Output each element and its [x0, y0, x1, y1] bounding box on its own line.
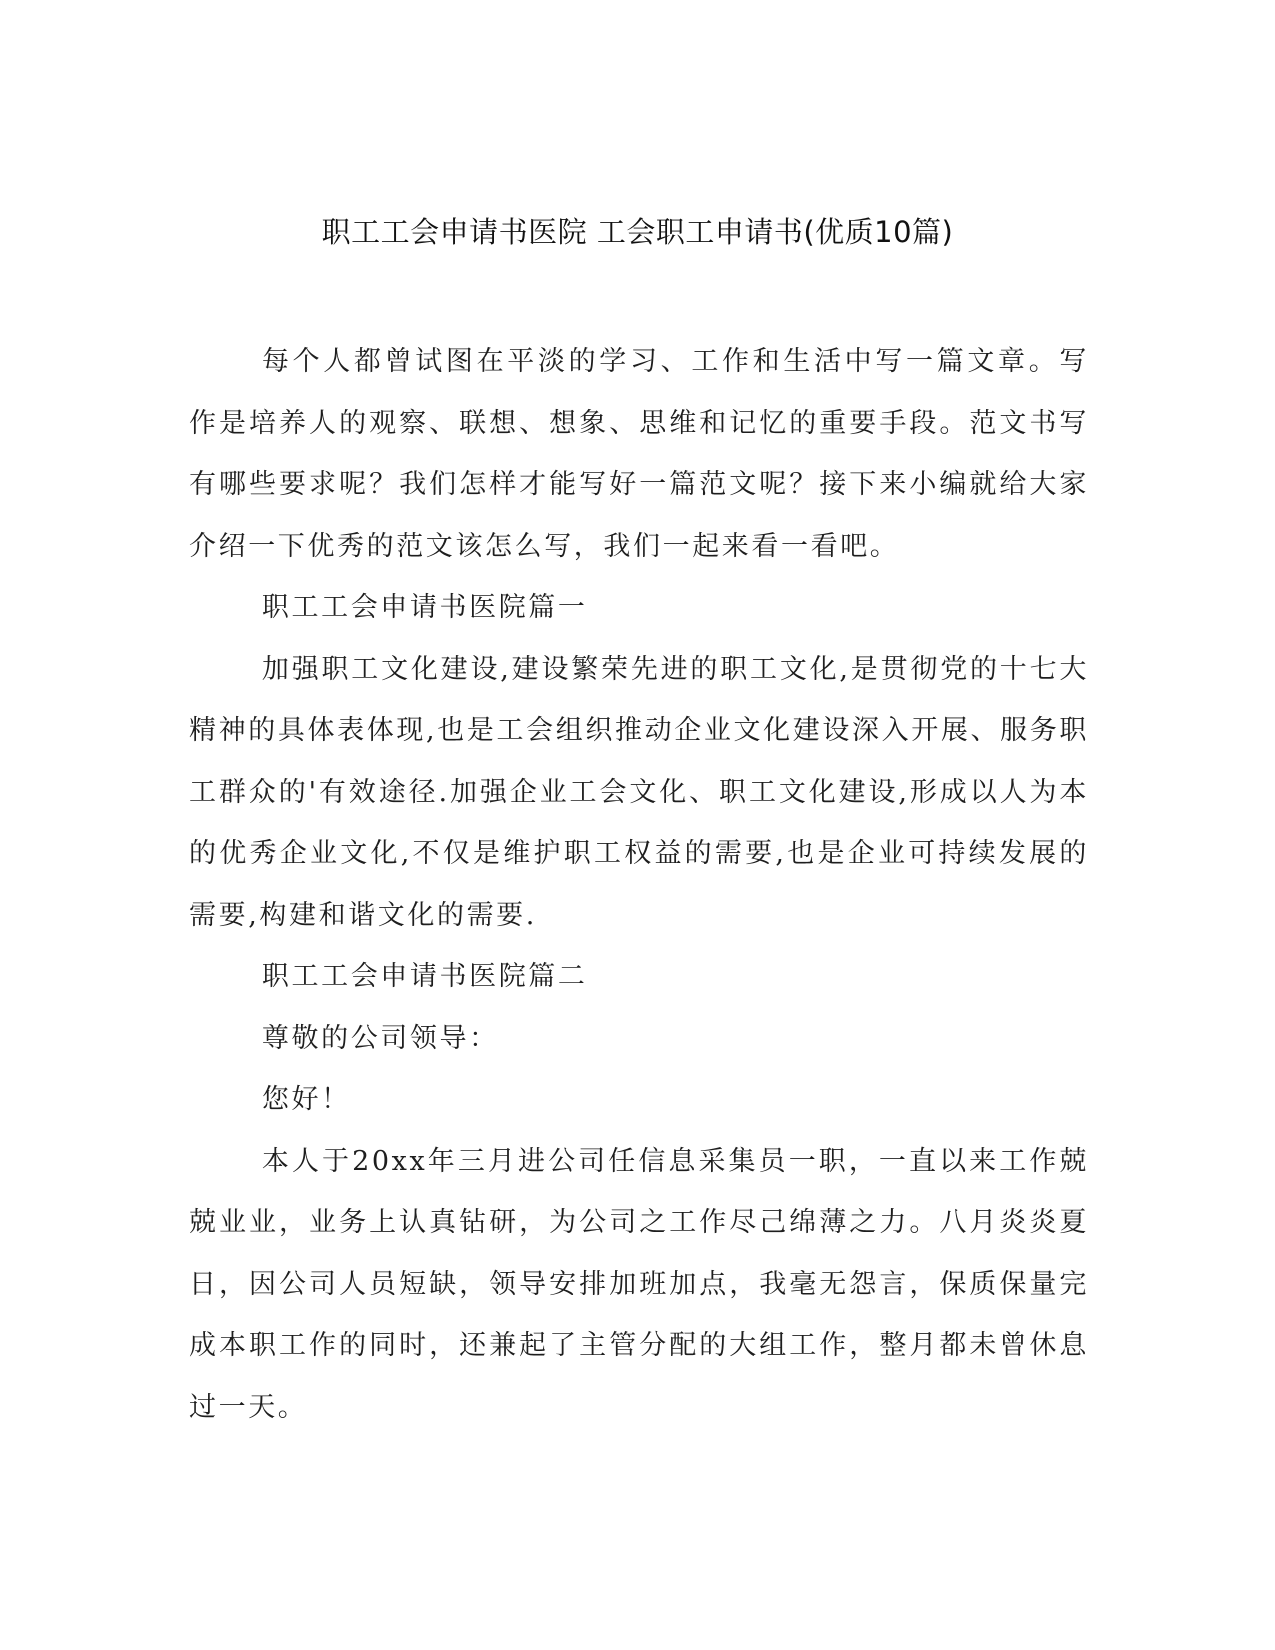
letter-greeting: 您好！ — [261, 1084, 351, 1115]
letter-body-paragraph: 本人于20xx年三月进公司任信息采集员一职，一直以来工作兢兢业业，业务上认真钻研，为公司之工作尽己绵薄之力。八月炎炎夏日，因公司人员短缺，领导安排加班加点，我毫无怨言，保质保量完成本职工作的同时，还兼起了主管分配的大组工作，整月都未曾休息过一天。 — [189, 1145, 1089, 1423]
document-title: 职工工会申请书医院 工会职工申请书(优质10篇) — [321, 215, 954, 249]
letter-salutation: 尊敬的公司领导： — [261, 1022, 499, 1054]
section-heading-2: 职工工会申请书医院篇二 — [261, 961, 588, 992]
intro-paragraph: 每个人都曾试图在平淡的学习、工作和生活中写一篇文章。写作是培养人的观察、联想、想象、思维和记忆的重要手段。范文书写有哪些要求呢？我们怎样才能写好一篇范文呢？接下来小编就给大家介绍一下优秀的范文该怎么写，我们一起来看一看吧。 — [189, 346, 1089, 562]
section-heading-1: 职工工会申请书医院篇一 — [261, 592, 588, 623]
section-1-paragraph: 加强职工文化建设,建设繁荣先进的职工文化,是贯彻党的十七大精神的具体表体现,也是工会组织推动企业文化建设深入开展、服务职工群众的'有效途径.加强企业工会文化、职工文化建设,形成以人为本的优秀企业文化,不仅是维护职工权益的需要,也是企业可持续发展的需要,构建和谐文化的需要. — [189, 653, 1089, 931]
document-body — [189, 331, 1089, 1438]
